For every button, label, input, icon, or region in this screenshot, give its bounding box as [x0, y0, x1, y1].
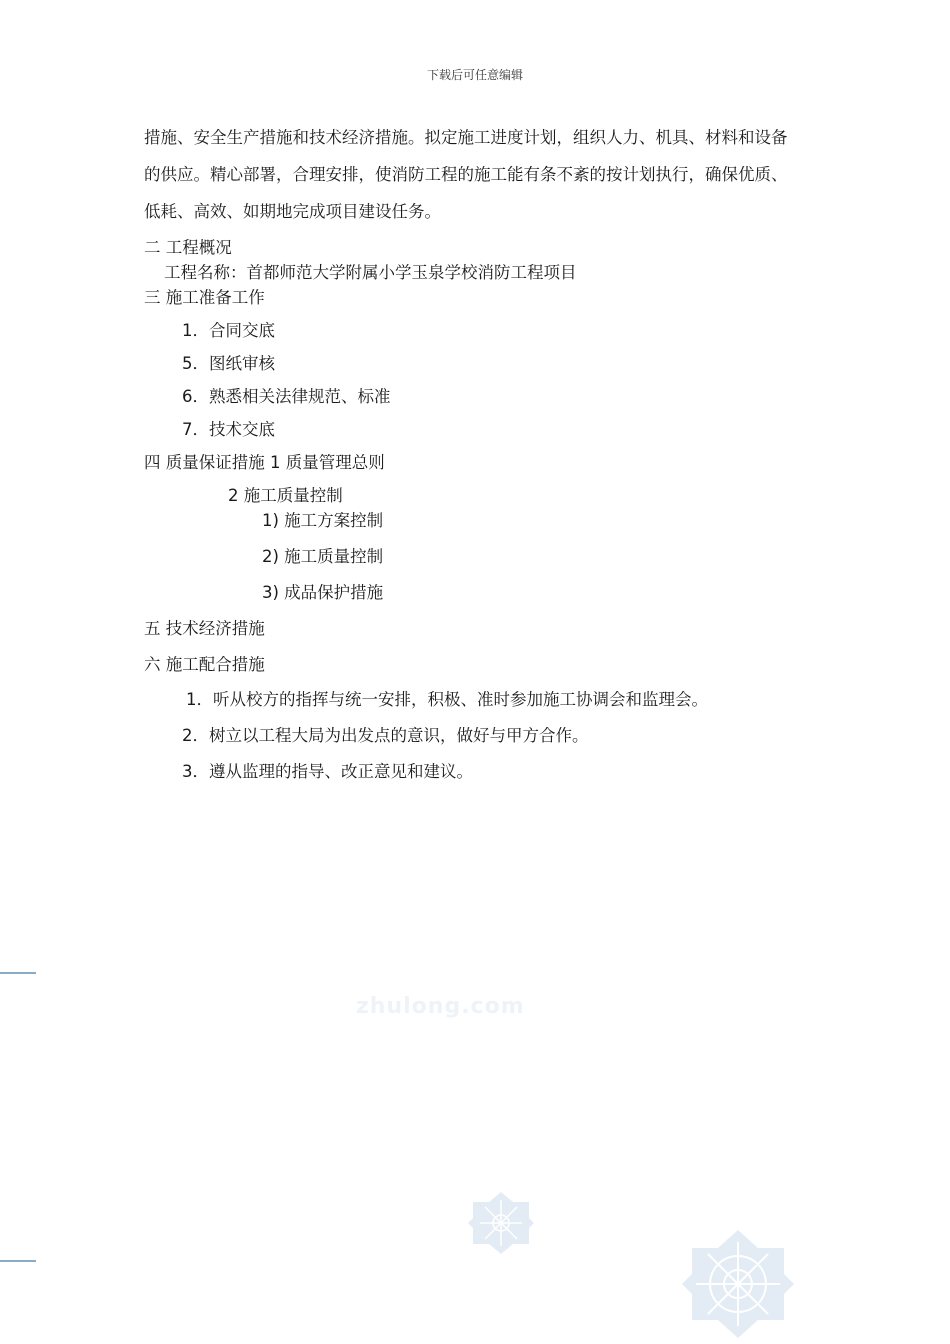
list-item: 3) 成品保护措施 — [262, 583, 384, 602]
list-item: 1．听从校方的指挥与统一安排，积极、准时参加施工协调会和监理会。 — [186, 690, 708, 709]
list-item: 1) 施工方案控制 — [262, 511, 384, 530]
intro-line-2: 的供应。精心部署，合理安排，使消防工程的施工能有条不紊的按计划执行，确保优质、 — [144, 165, 788, 184]
section-2-heading: 二 工程概况 — [144, 238, 232, 257]
list-item: 3．遵从监理的指导、改正意见和建议。 — [182, 762, 473, 781]
edge-mark — [0, 1260, 36, 1262]
list-item: 6．熟悉相关法律规范、标准 — [182, 387, 391, 406]
snowflake-watermark-icon — [466, 1190, 536, 1256]
page-header: 下载后可任意编辑 — [426, 68, 523, 82]
snowflake-watermark-icon — [680, 1228, 796, 1340]
watermark-text: zhulong.com — [356, 994, 525, 1019]
list-item: 5．图纸审核 — [182, 354, 275, 373]
section-3-heading: 三 施工准备工作 — [144, 288, 265, 307]
list-item: 2) 施工质量控制 — [262, 547, 384, 566]
project-name: 工程名称：首都师范大学附属小学玉泉学校消防工程项目 — [164, 263, 577, 282]
list-item: 7．技术交底 — [182, 420, 275, 439]
section-6-heading: 六 施工配合措施 — [144, 655, 265, 674]
section-4-heading: 四 质量保证措施 1 质量管理总则 — [144, 453, 385, 472]
intro-line-1: 措施、安全生产措施和技术经济措施。拟定施工进度计划，组织人力、机具、材料和设备 — [144, 128, 788, 147]
section-4-subheading: 2 施工质量控制 — [228, 486, 343, 505]
intro-line-3: 低耗、高效、如期地完成项目建设任务。 — [144, 202, 441, 221]
edge-mark — [0, 972, 36, 974]
section-5-heading: 五 技术经济措施 — [144, 619, 265, 638]
list-item: 2．树立以工程大局为出发点的意识，做好与甲方合作。 — [182, 726, 589, 745]
list-item: 1．合同交底 — [182, 321, 275, 340]
